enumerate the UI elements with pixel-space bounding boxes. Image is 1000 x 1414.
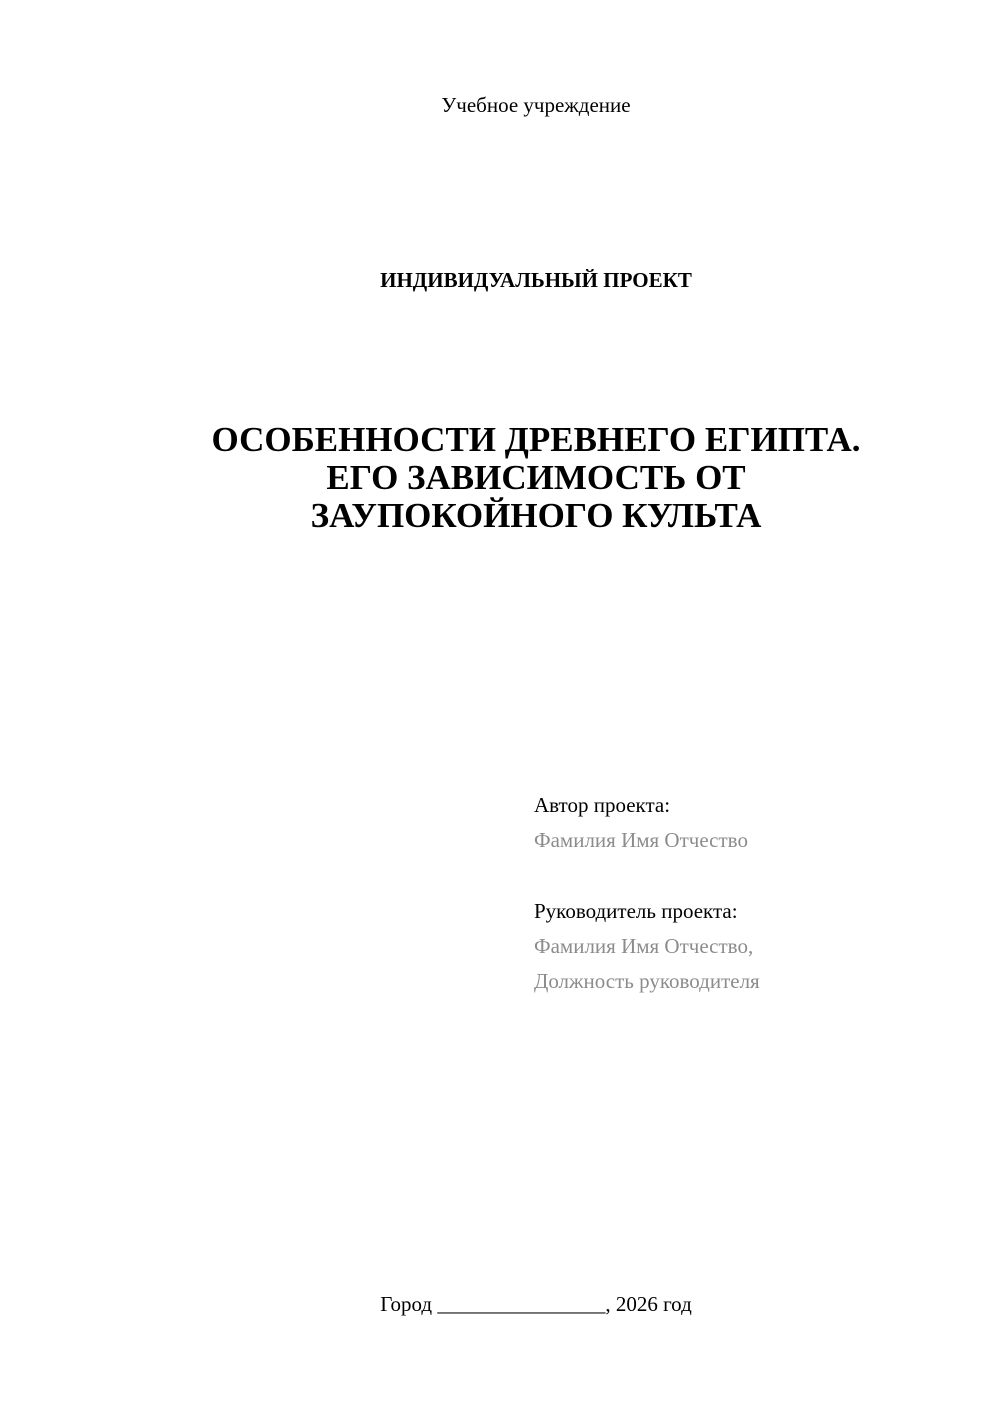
supervisor-position: Должность руководителя — [534, 969, 760, 993]
institution-name: Учебное учреждение — [441, 93, 631, 117]
supervisor-name: Фамилия Имя Отчество, — [534, 934, 754, 958]
credits-spacer — [534, 858, 974, 894]
title-line-1: ОСОБЕННОСТИ ДРЕВНЕГО ЕГИПТА. — [211, 420, 861, 459]
title-line-2: ЕГО ЗАВИСИМОСТЬ ОТ — [326, 458, 746, 497]
city-year-line: Город ________________, 2026 год — [380, 1292, 692, 1316]
supervisor-label: Руководитель проекта: — [534, 899, 738, 923]
title-line-3: ЗАУПОКОЙНОГО КУЛЬТА — [310, 496, 762, 535]
author-name: Фамилия Имя Отчество — [534, 828, 748, 852]
author-label: Автор проекта: — [534, 793, 671, 817]
document-type: ИНДИВИДУАЛЬНЫЙ ПРОЕКТ — [380, 268, 692, 292]
credits-block — [534, 788, 974, 999]
project-title — [0, 421, 1000, 535]
